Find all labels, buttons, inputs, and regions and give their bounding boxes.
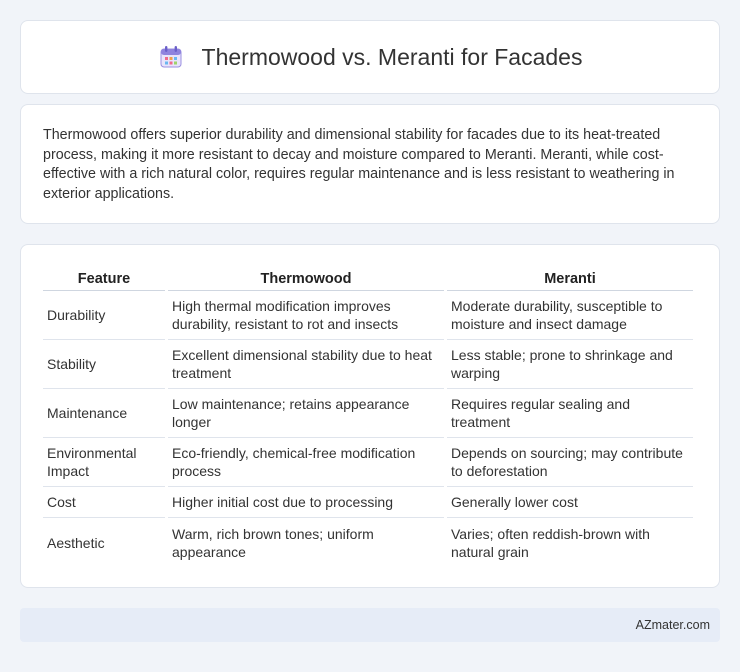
thermowood-cell: Warm, rich brown tones; uniform appearance — [172, 525, 374, 560]
meranti-cell: Less stable; prone to shrinkage and warping — [447, 340, 693, 389]
comparison-table — [40, 265, 696, 567]
column-header-feature: Feature — [43, 265, 165, 291]
calendar-icon — [158, 44, 184, 70]
meranti-cell: Generally lower cost — [447, 487, 693, 518]
feature-cell: Cost — [43, 487, 165, 518]
meranti-cell: Requires regular sealing and treatment — [447, 389, 693, 438]
footer-source-link[interactable]: AZmater.com — [635, 618, 710, 632]
feature-cell: Stability — [43, 340, 165, 389]
meranti-cell: Depends on sourcing; may contribute to deforestation — [447, 438, 693, 487]
thermowood-cell: Higher initial cost due to processing — [168, 487, 444, 518]
feature-cell: Aesthetic — [47, 534, 105, 551]
footer — [20, 608, 720, 642]
thermowood-cell: Eco-friendly, chemical-free modification process — [168, 438, 444, 487]
summary-text: Thermowood offers superior durability and dimensional stability for facades due to its heat-treated process, making it more resistant to decay and moisture compared to Meranti. Meranti, while cost-effective with a rich natural color, requires regular maintenance and is less resistant to weathering in exterior applications. — [43, 127, 675, 202]
table-row — [43, 291, 693, 340]
meranti-cell: Moderate durability, susceptible to moisture and insect damage — [447, 291, 693, 340]
column-header-thermowood: Thermowood — [168, 265, 444, 291]
title-card — [20, 20, 720, 94]
thermowood-cell: High thermal modification improves durability, resistant to rot and insects — [168, 291, 444, 340]
table-row — [43, 389, 693, 438]
feature-cell: Environmental Impact — [43, 438, 165, 487]
table-row — [43, 518, 693, 567]
feature-cell: Durability — [43, 291, 165, 340]
table-row — [43, 438, 693, 487]
thermowood-cell: Excellent dimensional stability due to heat treatment — [168, 340, 444, 389]
table-row — [43, 340, 693, 389]
table-row — [43, 487, 693, 518]
column-header-meranti: Meranti — [447, 265, 693, 291]
comparison-card — [20, 244, 720, 588]
table-header-row — [43, 265, 693, 291]
meranti-cell: Varies; often reddish-brown with natural grain — [451, 525, 650, 560]
page-title: Thermowood vs. Meranti for Facades — [201, 43, 583, 70]
thermowood-cell: Low maintenance; retains appearance longer — [168, 389, 444, 438]
feature-cell: Maintenance — [43, 389, 165, 438]
summary-card — [20, 104, 720, 224]
